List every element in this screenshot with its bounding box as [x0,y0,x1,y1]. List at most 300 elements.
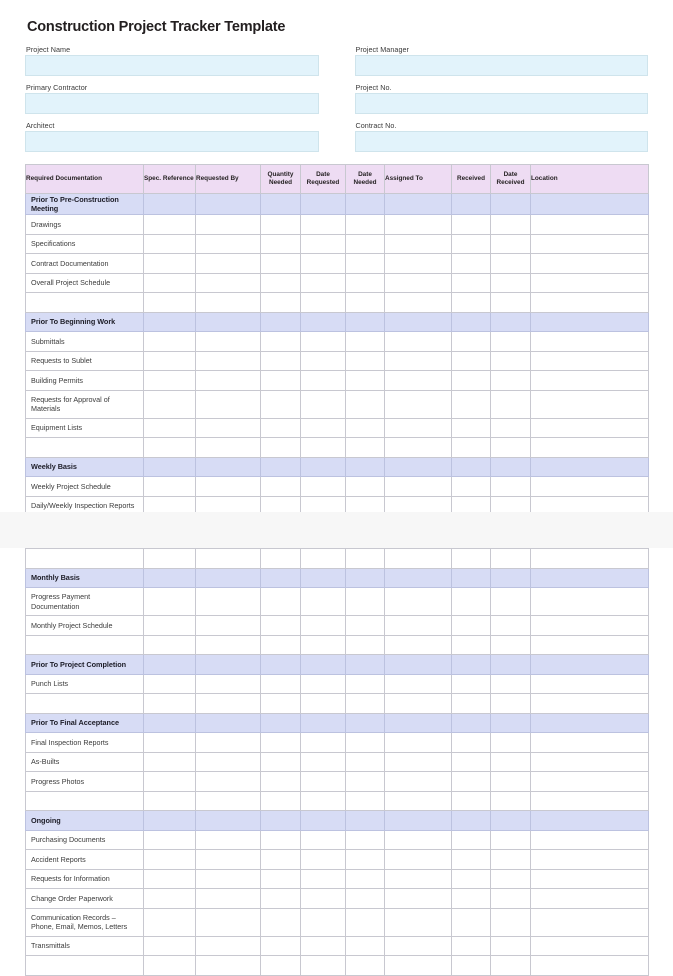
table-cell[interactable] [261,293,301,313]
table-cell[interactable] [144,293,196,313]
table-cell[interactable] [144,438,196,458]
table-cell[interactable] [301,371,346,391]
table-cell[interactable] [261,215,301,235]
table-cell[interactable] [385,194,452,215]
table-cell[interactable] [385,549,452,569]
table-cell[interactable] [144,616,196,636]
table-cell[interactable] [196,791,261,811]
table-cell[interactable] [261,869,301,889]
table-cell[interactable] [261,234,301,254]
table-cell[interactable] [491,956,531,976]
table-cell[interactable] [301,956,346,976]
table-cell[interactable] [261,616,301,636]
table-cell[interactable] [196,889,261,909]
table-cell[interactable] [144,694,196,714]
table-cell[interactable] [531,956,649,976]
table-cell[interactable] [301,674,346,694]
table-cell[interactable] [491,351,531,371]
table-cell[interactable] [385,438,452,458]
table-cell[interactable] [261,588,301,616]
table-cell[interactable] [346,635,385,655]
table-cell[interactable] [531,215,649,235]
table-cell[interactable] [452,588,491,616]
table-cell[interactable] [144,477,196,497]
table-cell[interactable] [144,194,196,215]
table-cell[interactable] [144,674,196,694]
table-cell[interactable] [144,588,196,616]
table-cell[interactable] [196,312,261,332]
table-cell[interactable] [452,293,491,313]
table-cell[interactable] [531,418,649,438]
table-cell[interactable] [144,869,196,889]
table-cell[interactable] [301,234,346,254]
table-cell[interactable] [531,588,649,616]
table-cell[interactable] [261,811,301,831]
table-cell[interactable] [531,568,649,588]
table-cell[interactable] [301,869,346,889]
table-cell[interactable] [144,371,196,391]
table-cell[interactable] [346,194,385,215]
table-cell[interactable] [301,351,346,371]
table-cell[interactable] [261,956,301,976]
table-cell[interactable] [261,418,301,438]
table-cell[interactable] [346,889,385,909]
table-cell[interactable] [491,850,531,870]
table-cell[interactable] [531,830,649,850]
table-cell[interactable] [491,332,531,352]
table-cell[interactable] [531,850,649,870]
table-cell[interactable] [452,194,491,215]
table-cell[interactable] [346,713,385,733]
table-cell[interactable] [491,273,531,293]
table-cell[interactable] [452,568,491,588]
table-cell[interactable] [301,694,346,714]
table-cell[interactable] [452,390,491,418]
table-cell[interactable] [491,588,531,616]
table-cell[interactable] [144,850,196,870]
table-cell[interactable] [144,254,196,274]
table-cell[interactable] [452,908,491,936]
table-cell[interactable] [491,772,531,792]
table-cell[interactable] [196,194,261,215]
table-cell[interactable] [196,908,261,936]
table-cell[interactable] [144,908,196,936]
table-cell[interactable] [385,568,452,588]
table-cell[interactable] [144,791,196,811]
table-cell[interactable] [531,273,649,293]
table-cell[interactable] [196,811,261,831]
table-cell[interactable] [385,811,452,831]
table-cell[interactable] [385,215,452,235]
table-cell[interactable] [261,830,301,850]
table-cell[interactable] [385,293,452,313]
table-cell[interactable] [346,371,385,391]
table-cell[interactable] [531,889,649,909]
table-cell[interactable] [531,477,649,497]
table-cell[interactable] [196,694,261,714]
table-cell[interactable] [531,713,649,733]
table-cell[interactable] [301,332,346,352]
table-cell[interactable] [196,477,261,497]
table-cell[interactable] [385,713,452,733]
table-cell[interactable] [261,371,301,391]
table-cell[interactable] [531,752,649,772]
table-cell[interactable] [491,293,531,313]
table-cell[interactable] [385,332,452,352]
table-cell[interactable] [301,635,346,655]
table-cell[interactable] [346,312,385,332]
table-cell[interactable] [531,457,649,477]
table-cell[interactable] [301,936,346,956]
table-cell[interactable] [531,674,649,694]
table-cell[interactable] [491,616,531,636]
table-cell[interactable] [491,254,531,274]
table-cell[interactable] [144,752,196,772]
table-cell[interactable] [385,889,452,909]
table-cell[interactable] [491,869,531,889]
table-cell[interactable] [196,616,261,636]
table-cell[interactable] [385,752,452,772]
table-cell[interactable] [196,568,261,588]
table-cell[interactable] [261,549,301,569]
table-cell[interactable] [452,351,491,371]
table-cell[interactable] [261,351,301,371]
table-cell[interactable] [144,549,196,569]
table-cell[interactable] [144,655,196,675]
table-cell[interactable] [346,772,385,792]
table-cell[interactable] [531,351,649,371]
table-cell[interactable] [144,312,196,332]
table-cell[interactable] [491,889,531,909]
table-cell[interactable] [196,293,261,313]
table-cell[interactable] [261,194,301,215]
table-cell[interactable] [261,772,301,792]
table-cell[interactable] [261,635,301,655]
table-cell[interactable] [385,390,452,418]
table-cell[interactable] [452,830,491,850]
table-cell[interactable] [346,850,385,870]
table-cell[interactable] [346,811,385,831]
table-cell[interactable] [385,635,452,655]
table-cell[interactable] [452,674,491,694]
table-cell[interactable] [531,371,649,391]
table-cell[interactable] [491,312,531,332]
table-cell[interactable] [301,254,346,274]
table-cell[interactable] [144,568,196,588]
table-cell[interactable] [346,908,385,936]
table-cell[interactable] [346,733,385,753]
architect-input[interactable] [25,131,319,152]
table-cell[interactable] [491,234,531,254]
table-cell[interactable] [531,254,649,274]
table-cell[interactable] [301,616,346,636]
table-cell[interactable] [385,616,452,636]
table-cell[interactable] [196,273,261,293]
table-cell[interactable] [144,811,196,831]
table-cell[interactable] [196,772,261,792]
table-cell[interactable] [301,418,346,438]
table-cell[interactable] [196,588,261,616]
table-cell[interactable] [196,549,261,569]
table-cell[interactable] [301,438,346,458]
table-cell[interactable] [346,791,385,811]
table-cell[interactable] [144,215,196,235]
table-cell[interactable] [531,733,649,753]
table-cell[interactable] [144,635,196,655]
table-cell[interactable] [491,694,531,714]
table-cell[interactable] [196,830,261,850]
table-cell[interactable] [452,234,491,254]
table-cell[interactable] [144,234,196,254]
table-cell[interactable] [144,273,196,293]
table-cell[interactable] [301,733,346,753]
table-cell[interactable] [452,215,491,235]
table-cell[interactable] [385,418,452,438]
project-manager-input[interactable] [355,55,649,76]
table-cell[interactable] [491,811,531,831]
table-cell[interactable] [196,371,261,391]
table-cell[interactable] [144,332,196,352]
table-cell[interactable] [261,850,301,870]
table-cell[interactable] [385,733,452,753]
table-cell[interactable] [301,588,346,616]
table-cell[interactable] [301,194,346,215]
table-cell[interactable] [452,655,491,675]
table-cell[interactable] [261,752,301,772]
table-cell[interactable] [385,371,452,391]
table-cell[interactable] [196,752,261,772]
table-cell[interactable] [452,752,491,772]
table-cell[interactable] [144,390,196,418]
table-cell[interactable] [531,293,649,313]
table-cell[interactable] [196,254,261,274]
table-cell[interactable] [385,477,452,497]
table-cell[interactable] [385,655,452,675]
table-cell[interactable] [385,869,452,889]
table-cell[interactable] [385,936,452,956]
table-cell[interactable] [531,936,649,956]
table-cell[interactable] [385,588,452,616]
table-cell[interactable] [531,655,649,675]
table-cell[interactable] [346,215,385,235]
table-cell[interactable] [491,674,531,694]
table-cell[interactable] [346,390,385,418]
table-cell[interactable] [346,694,385,714]
table-cell[interactable] [385,351,452,371]
table-cell[interactable] [385,234,452,254]
table-cell[interactable] [346,438,385,458]
table-cell[interactable] [531,312,649,332]
project-name-input[interactable] [25,55,319,76]
table-cell[interactable] [491,908,531,936]
table-cell[interactable] [261,713,301,733]
table-cell[interactable] [491,733,531,753]
table-cell[interactable] [261,694,301,714]
project-no-input[interactable] [355,93,649,114]
table-cell[interactable] [491,390,531,418]
table-cell[interactable] [346,588,385,616]
table-cell[interactable] [491,215,531,235]
table-cell[interactable] [531,549,649,569]
table-cell[interactable] [452,457,491,477]
table-cell[interactable] [452,713,491,733]
table-cell[interactable] [261,733,301,753]
table-cell[interactable] [452,312,491,332]
table-cell[interactable] [346,568,385,588]
table-cell[interactable] [261,273,301,293]
table-cell[interactable] [301,713,346,733]
table-cell[interactable] [261,889,301,909]
table-cell[interactable] [196,655,261,675]
table-cell[interactable] [196,351,261,371]
table-cell[interactable] [385,956,452,976]
table-cell[interactable] [491,477,531,497]
table-cell[interactable] [452,254,491,274]
table-cell[interactable] [301,549,346,569]
table-cell[interactable] [261,390,301,418]
table-cell[interactable] [346,254,385,274]
table-cell[interactable] [452,694,491,714]
table-cell[interactable] [301,811,346,831]
table-cell[interactable] [385,273,452,293]
table-cell[interactable] [346,655,385,675]
table-cell[interactable] [261,655,301,675]
table-cell[interactable] [531,811,649,831]
table-cell[interactable] [346,351,385,371]
table-cell[interactable] [196,635,261,655]
table-cell[interactable] [261,791,301,811]
table-cell[interactable] [261,332,301,352]
table-cell[interactable] [301,850,346,870]
table-cell[interactable] [491,549,531,569]
table-cell[interactable] [385,791,452,811]
table-cell[interactable] [452,936,491,956]
table-cell[interactable] [196,869,261,889]
table-cell[interactable] [452,635,491,655]
table-cell[interactable] [261,568,301,588]
table-cell[interactable] [196,390,261,418]
table-cell[interactable] [301,312,346,332]
table-cell[interactable] [346,752,385,772]
table-cell[interactable] [144,889,196,909]
table-cell[interactable] [301,293,346,313]
table-cell[interactable] [491,752,531,772]
table-cell[interactable] [452,791,491,811]
table-cell[interactable] [196,713,261,733]
table-cell[interactable] [346,830,385,850]
table-cell[interactable] [531,438,649,458]
table-cell[interactable] [385,694,452,714]
contract-no-input[interactable] [355,131,649,152]
table-cell[interactable] [346,956,385,976]
table-cell[interactable] [196,956,261,976]
table-cell[interactable] [346,674,385,694]
table-cell[interactable] [261,477,301,497]
table-cell[interactable] [452,850,491,870]
table-cell[interactable] [491,936,531,956]
table-cell[interactable] [385,457,452,477]
table-cell[interactable] [144,830,196,850]
table-cell[interactable] [346,477,385,497]
table-cell[interactable] [491,457,531,477]
table-cell[interactable] [452,616,491,636]
table-cell[interactable] [301,889,346,909]
table-cell[interactable] [346,457,385,477]
table-cell[interactable] [196,457,261,477]
table-cell[interactable] [385,830,452,850]
table-cell[interactable] [196,733,261,753]
table-cell[interactable] [301,215,346,235]
table-cell[interactable] [452,332,491,352]
table-cell[interactable] [301,830,346,850]
table-cell[interactable] [346,418,385,438]
table-cell[interactable] [491,371,531,391]
table-cell[interactable] [144,351,196,371]
table-cell[interactable] [301,457,346,477]
table-cell[interactable] [491,438,531,458]
table-cell[interactable] [452,733,491,753]
table-cell[interactable] [385,850,452,870]
table-cell[interactable] [452,438,491,458]
table-cell[interactable] [531,635,649,655]
table-cell[interactable] [301,752,346,772]
table-cell[interactable] [196,215,261,235]
table-cell[interactable] [452,956,491,976]
table-cell[interactable] [491,713,531,733]
table-cell[interactable] [491,568,531,588]
table-cell[interactable] [531,908,649,936]
table-cell[interactable] [301,772,346,792]
table-cell[interactable] [452,772,491,792]
table-cell[interactable] [261,674,301,694]
table-cell[interactable] [144,936,196,956]
table-cell[interactable] [452,477,491,497]
table-cell[interactable] [531,390,649,418]
table-cell[interactable] [531,869,649,889]
table-cell[interactable] [261,254,301,274]
table-cell[interactable] [346,234,385,254]
table-cell[interactable] [385,772,452,792]
table-cell[interactable] [301,273,346,293]
table-cell[interactable] [196,936,261,956]
table-cell[interactable] [144,733,196,753]
table-cell[interactable] [346,293,385,313]
primary-contractor-input[interactable] [25,93,319,114]
table-cell[interactable] [196,674,261,694]
table-cell[interactable] [196,850,261,870]
table-cell[interactable] [301,568,346,588]
table-cell[interactable] [491,791,531,811]
table-cell[interactable] [261,438,301,458]
table-cell[interactable] [261,936,301,956]
table-cell[interactable] [301,477,346,497]
table-cell[interactable] [301,908,346,936]
table-cell[interactable] [385,312,452,332]
table-cell[interactable] [301,791,346,811]
table-cell[interactable] [346,936,385,956]
table-cell[interactable] [196,332,261,352]
table-cell[interactable] [385,254,452,274]
table-cell[interactable] [144,772,196,792]
table-cell[interactable] [346,549,385,569]
table-cell[interactable] [144,713,196,733]
table-cell[interactable] [452,889,491,909]
table-cell[interactable] [196,418,261,438]
table-cell[interactable] [346,332,385,352]
table-cell[interactable] [346,616,385,636]
table-cell[interactable] [452,549,491,569]
table-cell[interactable] [491,418,531,438]
